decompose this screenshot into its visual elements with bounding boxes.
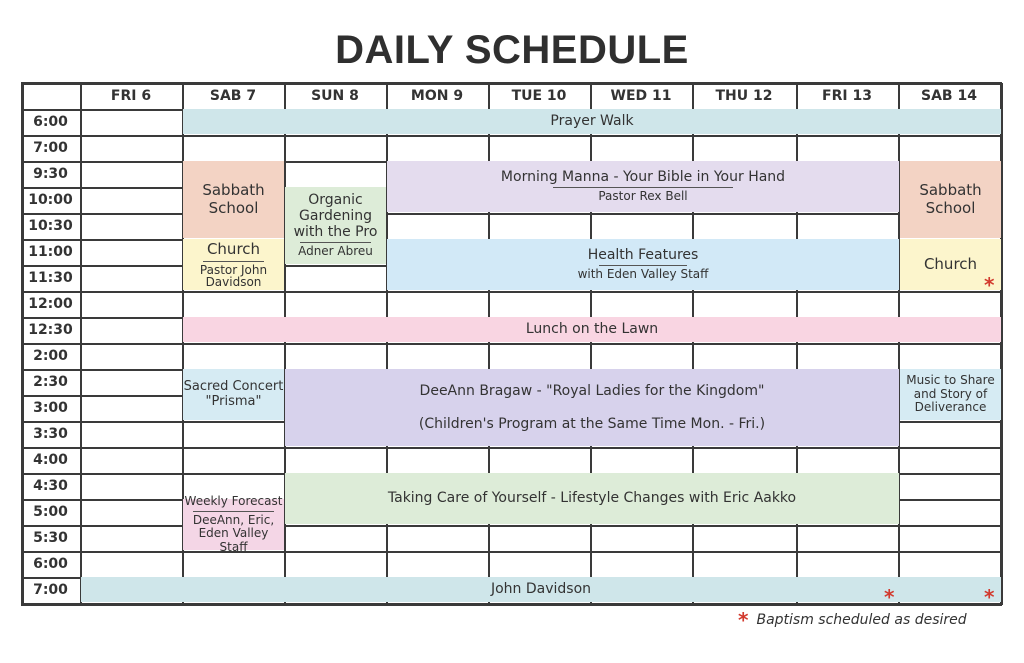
event-sacred-concert xyxy=(183,369,284,420)
divider xyxy=(599,265,686,266)
time-label: 3:30 xyxy=(33,426,68,442)
grid-line-horizontal xyxy=(21,551,1002,553)
event-deeann-note: (Children's Program at the Same Time Mon. - Fri.) xyxy=(418,415,766,432)
time-label: 12:30 xyxy=(28,322,73,338)
event-weekly-forecast-label: Weekly Forecast xyxy=(184,494,283,509)
grid-line-horizontal xyxy=(21,135,1002,137)
event-sacred-concert-name: "Prisma" xyxy=(205,393,262,409)
event-deeann-label: DeeAnn Bragaw - "Royal Ladies for the Kingdom" xyxy=(419,383,765,400)
time-label: 9:30 xyxy=(33,166,68,182)
time-label: 7:00 xyxy=(33,140,68,156)
time-label: 5:30 xyxy=(33,530,68,546)
time-label: 3:00 xyxy=(33,400,68,416)
divider xyxy=(300,242,371,243)
event-taking-care-label: Taking Care of Yourself - Lifestyle Changes with Eric Aakko xyxy=(387,490,797,507)
time-label: 10:00 xyxy=(28,192,73,208)
event-sabbath-school-sab14-label: Sabbath School xyxy=(919,181,982,217)
divider xyxy=(193,511,274,512)
event-weekly-forecast xyxy=(183,494,284,554)
event-organic-gardening-label: Organic Gardening with the Pro xyxy=(293,191,378,241)
day-header: THU 12 xyxy=(715,88,773,104)
event-sabbath-school-sab14 xyxy=(900,161,1001,238)
event-taking-care xyxy=(285,473,899,524)
event-lunch xyxy=(183,317,1001,342)
event-health-features-label: Health Features xyxy=(587,247,699,264)
event-health-features xyxy=(387,239,899,290)
grid-line-horizontal xyxy=(21,291,1002,293)
day-header: FRI 6 xyxy=(110,88,152,104)
day-header: FRI 13 xyxy=(822,88,872,104)
time-label: 7:00 xyxy=(33,582,68,598)
event-lunch-label: Lunch on the Lawn xyxy=(525,321,659,338)
time-label: 6:00 xyxy=(33,556,68,572)
day-header: SAB 14 xyxy=(921,88,977,104)
day-header: SAB 7 xyxy=(209,88,257,104)
day-header: MON 9 xyxy=(410,88,464,104)
time-label: 11:00 xyxy=(28,244,73,260)
divider xyxy=(203,261,264,262)
event-prayer-walk xyxy=(183,109,1001,134)
event-john-davidson-label: John Davidson xyxy=(490,581,592,598)
event-deeann xyxy=(285,369,899,446)
event-morning-manna-presenter: Pastor Rex Bell xyxy=(598,189,688,204)
event-music-share-label: Music to Share and Story of Deliverance xyxy=(906,372,995,415)
baptism-star-sab14: * xyxy=(984,585,995,609)
event-church-sab7 xyxy=(183,239,284,290)
page-title: DAILY SCHEDULE xyxy=(335,28,689,72)
time-label: 4:30 xyxy=(33,478,68,494)
grid-line-horizontal xyxy=(21,447,1002,449)
time-label: 6:00 xyxy=(33,114,68,130)
grid-line-horizontal xyxy=(21,213,1002,215)
event-church-sab14-label: Church xyxy=(923,254,978,273)
footnote-text: Baptism scheduled as desired xyxy=(756,612,967,628)
grid-line-horizontal xyxy=(21,603,1002,606)
time-label: 2:00 xyxy=(33,348,68,364)
day-header: SUN 8 xyxy=(311,88,359,104)
event-john-davidson xyxy=(81,577,1001,602)
day-header: WED 11 xyxy=(610,88,672,104)
event-sabbath-school-sab7-label: Sabbath School xyxy=(202,181,265,217)
event-weekly-forecast-presenters: DeeAnn, Eric, Eden Valley Staff xyxy=(192,513,275,554)
time-label: 12:00 xyxy=(28,296,73,312)
time-label: 11:30 xyxy=(28,270,73,286)
event-sabbath-school-sab7 xyxy=(183,161,284,238)
time-label: 2:30 xyxy=(33,374,68,390)
day-header: TUE 10 xyxy=(511,88,567,104)
event-church-sab7-label: Church xyxy=(206,240,261,259)
event-morning-manna xyxy=(387,161,899,212)
event-organic-gardening-presenter: Adner Abreu xyxy=(298,244,373,259)
event-morning-manna-label: Morning Manna - Your Bible in Your Hand xyxy=(500,169,786,186)
event-sacred-concert-label: Sacred Concert xyxy=(183,378,284,394)
time-label: 4:00 xyxy=(33,452,68,468)
grid-line-horizontal xyxy=(21,343,1002,345)
baptism-star-church-sab14: * xyxy=(984,273,995,297)
event-music-share xyxy=(900,369,1001,420)
footnote-star: * xyxy=(738,608,749,632)
baptism-star-fri13: * xyxy=(884,585,895,609)
event-prayer-walk-label: Prayer Walk xyxy=(550,113,634,130)
time-label: 10:30 xyxy=(28,218,73,234)
divider xyxy=(553,187,732,188)
footnote xyxy=(738,610,967,630)
grid-line-horizontal xyxy=(21,525,1002,527)
event-organic-gardening xyxy=(285,187,386,264)
event-church-sab7-presenter: Pastor John Davidson xyxy=(199,262,268,289)
time-label: 5:00 xyxy=(33,504,68,520)
event-health-features-presenter: with Eden Valley Staff xyxy=(577,267,709,282)
